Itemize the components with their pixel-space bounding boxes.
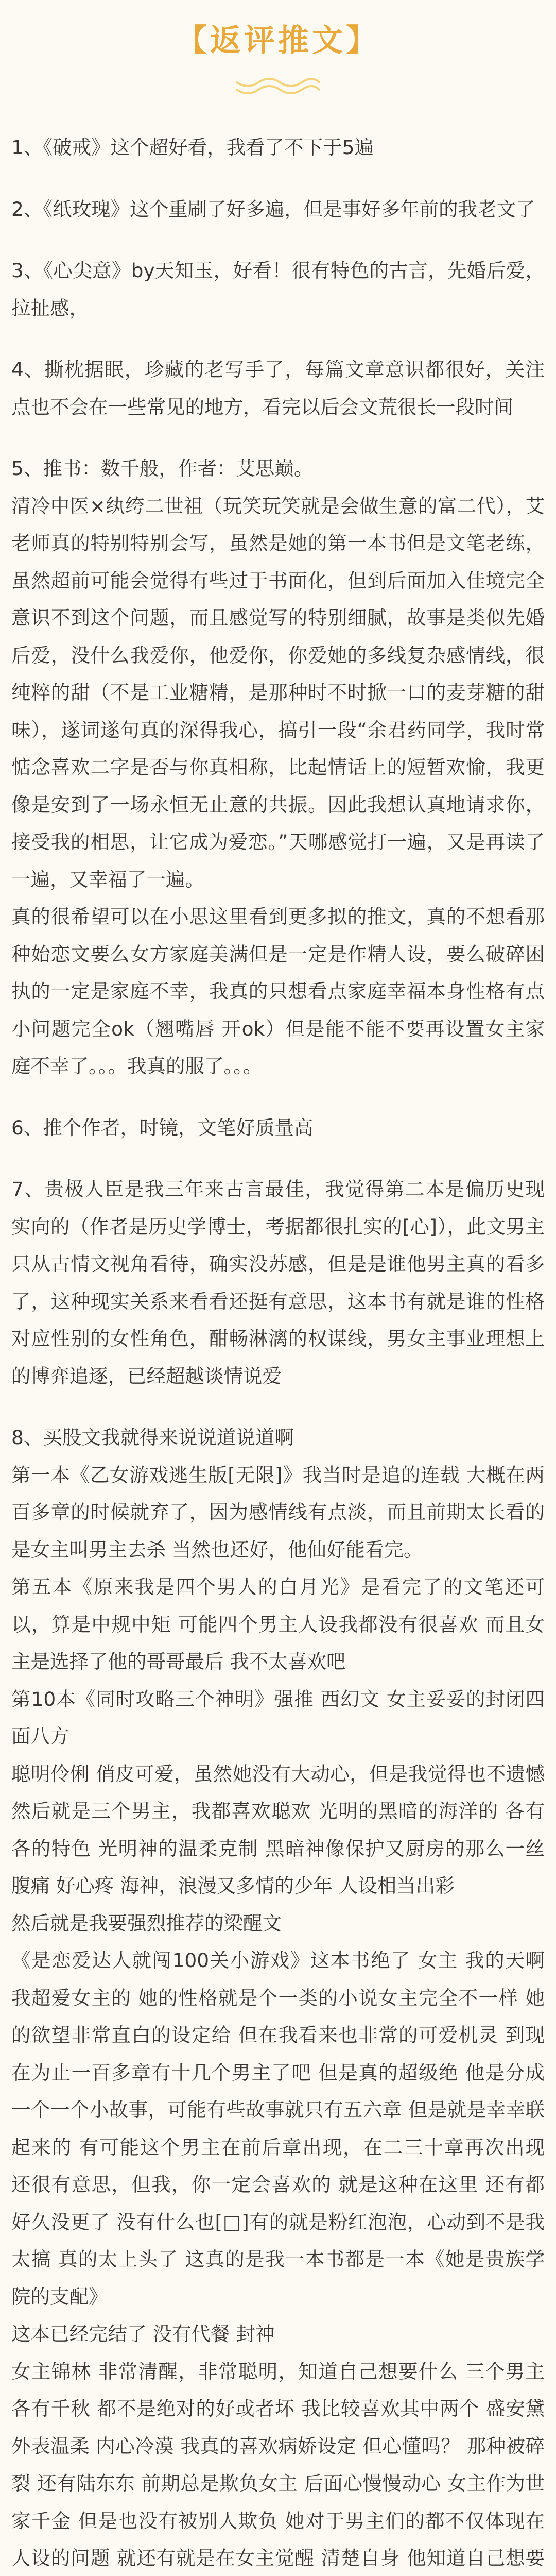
page-title: 【返评推文】 bbox=[176, 23, 380, 59]
review-item-7: 7、贵极人臣是我三年来古言最佳，我觉得第二本是偏历史现实向的（作者是历史学博士，考据都很扎实的[心]），此文男主只从古情文视角看待，确实没苏感，但是是谁他男主真的看多了，这种现实关系来看看还挺有意思，这本书有就是谁的性格对应性别的女性角色，酣畅淋漓的权谋线，男女主事业理想上的博弈追逐，已经超越谈情说爱 bbox=[11, 1178, 545, 1387]
review-item-5: 5、推书：数千般，作者：艾思巅。 清冷中医×纨绔二世祖（玩笑玩笑就是会做生意的富二代），艾老师真的特别特别会写，虽然是她的第一本书但是文笔老练，虽然超前可能会觉得有些过于书面化，但到后面加入佳境完全意识不到这个问题，而且感觉写的特别细腻，故事是类似先婚后爱，没什么我爱你，他爱你，你爱她的多线复杂感情线，很纯粹的甜（不是工业糖精，是那种时不时掀一口的麦芽糖的甜味），遂词遂句真的深得我心，搞引一段“余君药同学，我时常惦念喜欢二字是否与你真相称，比起情话上的短暂欢愉，我更像是安到了一场永恒无止意的共振。因此我想认真地请求你，接受我的相思，让它成为爱恋。”天哪感觉打一遍，又是再读了一遍，又幸福了一遍。 真的很希望可以在小思这里看到更多拟的推文，真的不想看那种始恋文要么女方家庭美满但是一定是作精人设，要么破碎困执的一定是家庭不幸，我真的只想看点家庭幸福本身性格有点小问题完全ok（翘嘴唇 开ok）但是能不能不要再设置女主家庭不幸了。。。我真的服了。。。 bbox=[11, 457, 545, 1077]
review-item-4: 4、撕枕据眠，珍藏的老写手了，每篇文章意识都很好，关注点也不会在一些常见的地方，看完以后会文荒很长一段时间 bbox=[11, 358, 545, 418]
review-item-6: 6、推个作者，时镜，文笔好质量高 bbox=[11, 1116, 314, 1139]
review-item-3: 3、《心尖意》by天知玉，好看！很有特色的古言，先婚后爱，拉扯感， bbox=[11, 259, 545, 319]
review-list bbox=[11, 129, 545, 2576]
header bbox=[11, 0, 545, 129]
review-item-2: 2、《纸玫瑰》这个重刷了好多遍，但是事好多年前的我老文了 bbox=[11, 197, 535, 221]
wave-divider-icon bbox=[234, 78, 322, 94]
review-item-1: 1、《破戒》这个超好看，我看了不下于5遍 bbox=[11, 136, 374, 159]
review-item-8: 8、买股文我就得来说说道说道啊 第一本《乙女游戏逃生版[无限]》我当时是追的连载 大概在两百多章的时候就弃了，因为感情线有点淡，而且前期太长看的是女主叫男主去杀 当然也还好，他仙好能看完。 第五本《原来我是四个男人的白月光》是看完了的文笔还可以，算是中规中矩 可能四个男主人设我都没有很喜欢 而且女主是选择了他的哥哥最后 我不太喜欢吧 第10本《同时攻略三个神明》强推 西幻文 女主妥妥的封闭四面八方 聪明伶俐 俏皮可爱，虽然她没有大动心，但是我觉得也不遗憾 然后就是三个男主，我都喜欢聪欢 光明的黑暗的海洋的 各有各的特色 光明神的温柔克制 黑暗神像保护又厨房的那么一丝腹痛 好心疼 海神，浪漫又多情的少年 人设相当出彩 然后就是我要强烈推荐的梁醒文 《是恋爱达人就闯100关小游戏》这本书绝了 女主 我的天啊 我超爱女主的 她的性格就是个一类的小说女主完全不一样 她的欲望非常直白的设定给 但在我看来也非常的可爱机灵 到现在为止一百多章有十几个男主了吧 但是真的超级绝 他是分成一个一个小故事，可能有些故事就只有五六章 但是就是幸幸联起来的 有可能这个男主在前后章出现，在二三十章再次出现 还很有意思，但我，你一定会喜欢的 就是这种在这里 还有都好久没更了 没有什么也[□]有的就是粉红泡泡，心动到不是我太搞 真的太上头了 这真的是我一本书都是一本《她是贵族学院的支配》 这本已经完结了 没有代餐 封神 女主锦林 非常清醒，非常聪明，知道自己想要什么 三个男主各有千秋 都不是绝对的好或者坏 我比较喜欢其中两个 盛安黛 外表温柔 内心冷漠 我真的喜欢病娇设定 但心懂吗？ 那种被碎裂 还有陆东东 前期总是欺负女主 后面心慢慢动心 女主作为世家千金 但是也没有被别人欺负 她对于男主们的都不仅体现在人设的问题 就还有就是在女主觉醒 清楚自身 他知道自己想要 bbox=[11, 1426, 545, 2569]
